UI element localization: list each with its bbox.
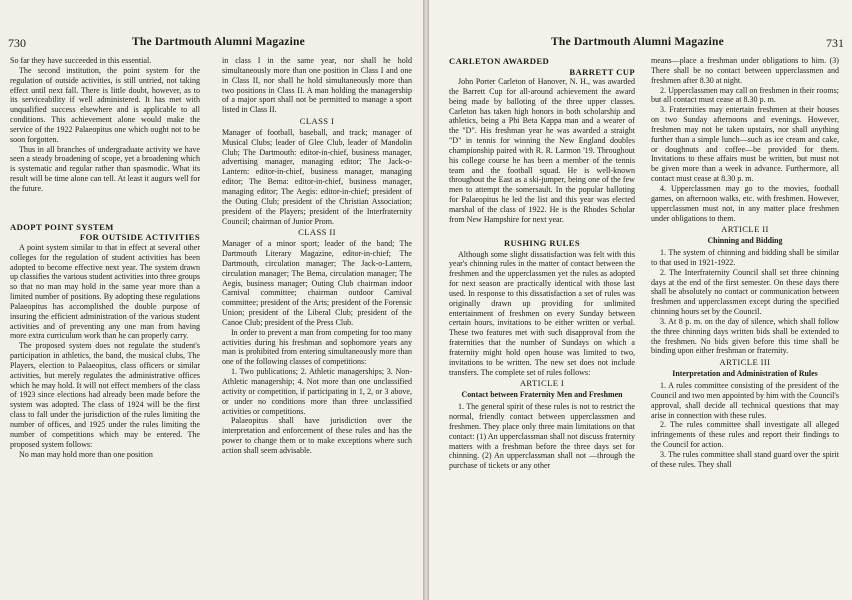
paragraph: A point system similar to that in effect at several other colleges for the regulation of student activities has been adopted to become effective next year. The system drawn up classifies the various student activities into three groups so that no man may hold in the same year more than a limited number of positions. By adopting these regulations Palaeopitus has accomplished the double purpose of insuring the efficient administration of the various student activities and of preventing any one man from having more extra curriculum work than he can properly carry.	[10, 242, 200, 341]
section-heading: ADOPT POINT SYSTEM	[10, 221, 114, 232]
paragraph: No man may hold more than one position	[19, 449, 153, 459]
class-heading: CLASS II	[298, 227, 336, 238]
paragraph: 2. Upperclassmen may call on freshmen in their rooms; but all contact must cease at 8.30 p. m.	[651, 85, 839, 105]
paragraph: 1. A rules committee consisting of the president of the Council and two men appointed by him with the Council's approval, shall decide all technical questions that may arise in connection with these rules.	[651, 381, 839, 420]
paragraph: So far they have succeeded in this essential.	[10, 56, 152, 65]
paragraph: in class I in the same year, nor shall he hold simultaneously more than one position in Class I and one in Class II, nor shall he hold simultaneously more than two positions in Class II. A man holding the managership of a major sport shall not be permitted to manage a sport listed in Class II.	[222, 56, 412, 115]
left-column-2	[222, 56, 412, 456]
paragraph: John Porter Carleton of Hanover, N. H., was awarded the Barrett Cup for all-around achievement the award being made by balloting of the three upper classes. Carleton has taken high honors in both scholarship and athletics, being a Phi Beta Kappa man and a wearer of the "D". His freshman year he was awarded a straight "D" in tennis for winning the New England doubles championship paired with R. R. Larmon '19. Throughout his college course he has been a member of the tennis team and the football squad. He is well-known throughout the East as a ski-jumper, being one of the few men to attempt the somersault. In the popular balloting for Palaeopitus he led the list and this year was elected marshal of the class of 1922. He is the Rhodes Scholar from New Hampshire for next year.	[449, 77, 635, 224]
paragraph: 1. Two publications; 2. Athletic managerships; 3. Non-Athletic managership; 4. Not more than one unclassified activity or competition, if participating in 1, 2, or 3 above, or under no conditions more than three unclassified activities or competitions.	[222, 367, 412, 416]
paragraph: Although some slight dissatisfaction was felt with this year's chinning rules in the matter of contact between the freshmen and the upperclassmen yet the rules as adopted for next season are practically identical with those last used. In response to this dissatisfaction a set of rules was originally drawn up providing for unlimited entertainment of freshmen on every Sunday between certain hours, invitations to be either written or verbal. These two features met with such disapproval from the fraternities that the number of Sundays on which a fraternity might hold open house was limited to two, invitations to be written. The new set does not include transfers. The complete set of rules follows:	[449, 249, 635, 377]
paragraph: Manager of football, baseball, and track; manager of Musical Clubs; leader of Glee Club, leader of Mandolin Club; The Dartmouth: editor-in-chief, business manager, advertising manager, managing editor; The Jack-o-Lantern: editor-in-chief, business manager, managing editor; The Bema: editor-in-chief, business manager, managing editor; The Aegis: editor-in-chief; president of the Outing Club; president of the Christian Association; president of the Players; president of the Interfraternity Council; chairman of Junior Prom.	[222, 127, 412, 226]
paragraph: 1. The general spirit of these rules is not to restrict the normal, friendly contact between upperclassmen and freshmen. They place only three main limitations on that contact: (1) An upperclassman shall not discuss fraternity matters with a freshman before the three days set for chinning. (2) An upperclassman shall not —through the purchase of tickets or any other	[449, 402, 635, 471]
section-heading: CARLETON AWARDED	[449, 56, 550, 66]
class-heading: CLASS I	[299, 116, 335, 127]
right-page	[429, 0, 852, 600]
article-heading: ARTICLE III	[719, 357, 771, 368]
article-title: Interpretation and Administration of Rules	[672, 369, 818, 379]
right-page-number: 731	[826, 36, 844, 50]
left-column-1	[10, 56, 200, 459]
article-heading: ARTICLE II	[721, 224, 769, 235]
paragraph: Manager of a minor sport; leader of the band; The Dartmouth Literary Magazine, editor-in-chief; The Dartmouth, circulation manager; The Jack-o-Lantern, circulation manager; The Bema, circulation manager; The Aegis, business manager; Outing Club chairman indoor Carnival committee; chairman outdoor Carnival committee; president of the Arts; president of the Forensic Union; president of the Liberal Club; president of the Canoe Club; president of the Press Club.	[222, 239, 412, 327]
paragraph: In order to prevent a man from competing for too many activities during his freshman and sophomore years any man is prohibited from entering simultaneously more than one of the following classes of competitions:	[222, 327, 412, 367]
paragraph: 3. The rules committee shall stand guard over the spirit of these rules. They shall	[651, 449, 839, 469]
article-title: Contact between Fraternity Men and Freshmen	[461, 390, 623, 400]
paragraph: The second institution, the point system for the regulation of outside activities, is still untried, not taking effect until next fall. There is little doubt, however, as to its serviceability if well administered. It has met with unqualified success elsewhere and is applicable to all conditions. This achievement alone would make the service of the 1922 Palaeopitus one which ought not to be soon forgotten.	[10, 65, 200, 144]
right-column-2	[651, 56, 839, 470]
paragraph: Thus in all branches of undergraduate activity we have seen a steady broadening of scope, yet a broadening which is systematic and regular rather than spasmodic. What its result will be time alone can tell. At least it augurs well for the future.	[10, 144, 200, 193]
article-title: Chinning and Bidding	[707, 236, 783, 246]
paragraph: 2. The rules committee shall investigate all alleged infringements of these rules and report their findings to the Council for action.	[651, 420, 839, 450]
left-page-number: 730	[8, 36, 26, 50]
paragraph: 2. The Interfraternity Council shall set three chinning days at the end of the first semester. On these days there shall be absolutely no contact or communication between freshmen and upperclassmen except during the specified chinning hours set by the Council.	[651, 267, 839, 317]
section-heading: BARRETT CUP	[569, 66, 635, 77]
paragraph: 1. The system of chinning and bidding shall be similar to that used in 1921-1922.	[651, 248, 839, 267]
right-column-1	[449, 56, 635, 471]
section-heading: FOR OUTSIDE ACTIVITIES	[79, 232, 200, 243]
paragraph: The proposed system does not regulate the student's participation in athletics, the band, the musical clubs, The Players, election to Palaeopitus, class officers or similar activities, but merely regulates the administrative offices which he may hold. It will not effect members of the class of 1923 since elections had already been made before the system was adopted. The class of 1924 will be the first class to fall under the jurisdiction of the rules limiting the number of offices, and 1925 under the rules limiting the number of competitions which may be entered. The proposed system follows:	[10, 341, 200, 449]
article-heading: ARTICLE I	[519, 378, 565, 389]
paragraph: means—place a freshman under obligations to him. (3) There shall be no contact between upperclassmen and freshmen after 8.30 at night.	[651, 56, 839, 85]
right-magazine-title: The Dartmouth Alumni Magazine	[551, 36, 724, 48]
left-page	[0, 0, 423, 600]
section-heading: RUSHING RULES	[503, 237, 581, 248]
paragraph: Palaeopitus shall have jurisdiction over the interpretation and enforcement of these rules and has the power to change them or to make exceptions where such action shall seem advisable.	[222, 416, 412, 455]
left-magazine-title: The Dartmouth Alumni Magazine	[132, 36, 305, 48]
paragraph: 3. At 8 p. m. on the day of silence, which shall follow the three chinning days written bids shall be extended to the freshmen. No bids given before this time shall be binding upon either freshman or fraternity.	[651, 316, 839, 356]
paragraph: 3. Fraternities may entertain freshmen at their houses on two Sunday afternoons and evenings. However, freshmen may not be taken upstairs, nor shall anything further than a simple lunch—such as ice cream and cake, or doughnuts and coffee—be provided for them. Invitations to these affairs must be written, but must not be given more than a week in advance. Furthermore, all contact must cease at 8.30 p. m.	[651, 105, 839, 184]
left-running-head	[0, 36, 423, 52]
right-running-head	[429, 36, 852, 52]
paragraph: 4. Upperclassmen may go to the movies, football games, on afternoon walks, etc. with freshmen. However, upperclassmen must not, in any matter place freshmen under obligations to them.	[651, 183, 839, 223]
